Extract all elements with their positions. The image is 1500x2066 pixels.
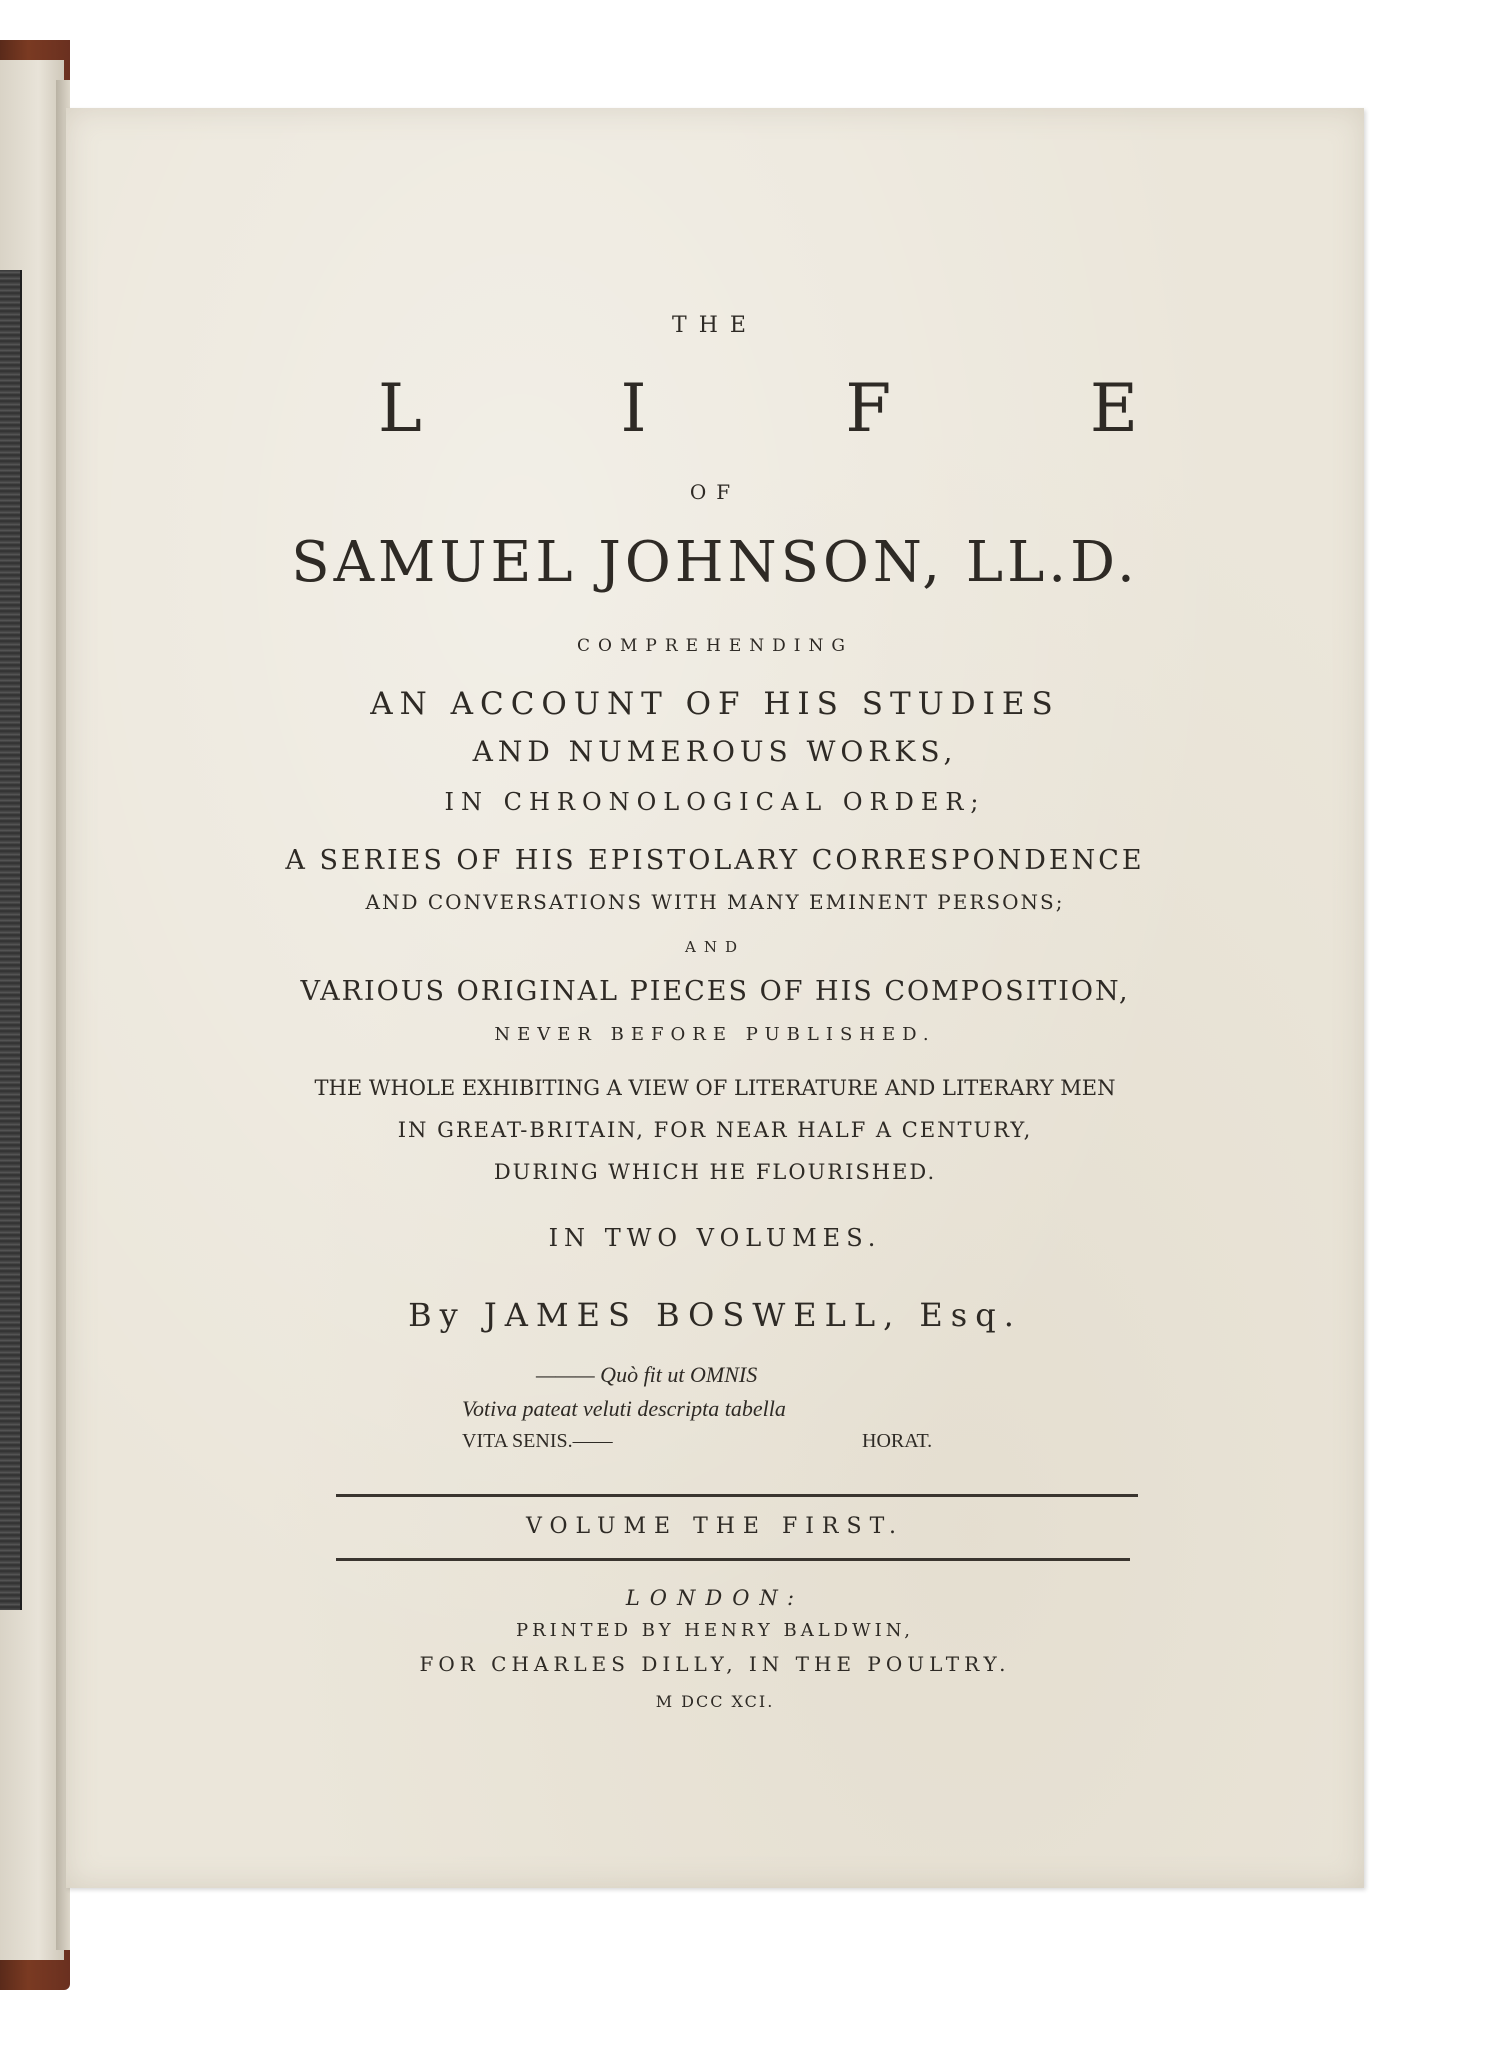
heading-of: OF — [689, 480, 741, 504]
heading-the: THE — [672, 313, 758, 338]
epigraph-attribution: HORAT. — [862, 1430, 933, 1452]
top-rule — [336, 1494, 1138, 1497]
life-letter-f: F — [845, 370, 892, 447]
subject-name: SAMUEL JOHNSON, LL.D. — [291, 530, 1139, 595]
account-line-2: AND NUMEROUS WORKS, — [472, 735, 958, 768]
author-line: By JAMES BOSWELL, Esq. — [408, 1296, 1022, 1334]
imprint-city: LONDON: — [625, 1586, 805, 1610]
account-line-3: IN CHRONOLOGICAL ORDER; — [444, 788, 986, 816]
whole-line-3: DURING WHICH HE FLOURISHED. — [493, 1160, 937, 1184]
life-letter-e: E — [1089, 370, 1138, 447]
epigraph-line-2: Votiva pateat veluti descripta tabella — [462, 1396, 786, 1421]
volumes-note: IN TWO VOLUMES. — [548, 1224, 882, 1252]
frontispiece-plate-edge — [0, 270, 22, 1610]
pieces-line-1: VARIOUS ORIGINAL PIECES OF HIS COMPOSITION, — [300, 976, 1130, 1007]
series-line-2: AND CONVERSATIONS WITH MANY EMINENT PERSONS; — [365, 890, 1065, 914]
series-line-1: A SERIES OF HIS EPISTOLARY CORRESPONDENCE — [285, 845, 1145, 876]
imprint-publisher: FOR CHARLES DILLY, IN THE POULTRY. — [419, 1652, 1011, 1676]
life-letter-i: I — [620, 370, 647, 447]
pieces-line-2: NEVER BEFORE PUBLISHED. — [494, 1024, 936, 1045]
imprint-printer: PRINTED BY HENRY BALDWIN, — [515, 1620, 915, 1641]
life-letter-l: L — [378, 370, 422, 447]
whole-line-1: THE WHOLE EXHIBITING A VIEW OF LITERATURE AND LITERARY MEN — [314, 1076, 1116, 1100]
imprint-year: M DCC XCI. — [655, 1692, 775, 1711]
heading-life — [378, 370, 1138, 447]
and-label: AND — [685, 938, 745, 956]
title-page — [66, 108, 1364, 1888]
epigraph-line-3-left: VITA SENIS.—— — [462, 1430, 613, 1452]
volume-label: VOLUME THE FIRST. — [526, 1514, 904, 1539]
account-line-1: AN ACCOUNT OF HIS STUDIES — [370, 686, 1060, 722]
whole-line-2: IN GREAT-BRITAIN, FOR NEAR HALF A CENTURY, — [397, 1118, 1033, 1142]
epigraph-line-1: ——— Quò fit ut OMNIS — [536, 1362, 758, 1387]
comprehending-label: COMPREHENDING — [577, 636, 853, 656]
bottom-rule — [336, 1558, 1130, 1561]
